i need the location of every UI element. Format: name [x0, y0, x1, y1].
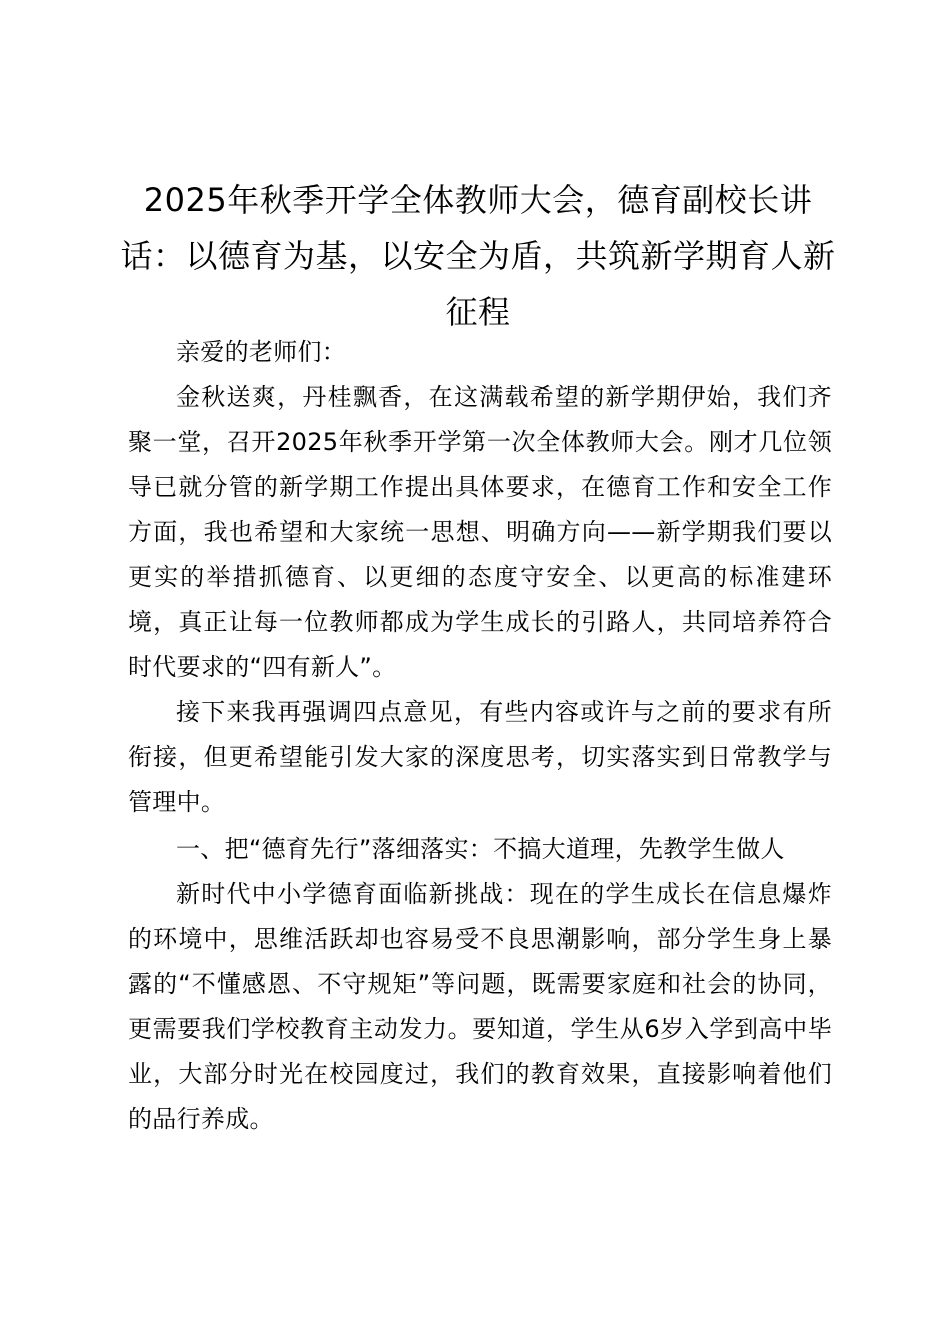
- section-heading-1: 一、把“德育先行”落细落实：不搞大道理，先教学生做人: [176, 835, 785, 863]
- paragraph-outline: 接下来我再强调四点意见，有些内容或许与之前的要求有所衔接，但更希望能引发大家的深度思考，切实落实到日常教学与管理中。: [128, 698, 832, 816]
- paragraph-section-1: 新时代中小学德育面临新挑战：现在的学生成长在信息爆炸的环境中，思维活跃却也容易受不良思潮影响，部分学生身上暴露的“不懂感恩、不守规矩”等问题，既需要家庭和社会的协同，更需要我们学校教育主动发力。要知道，学生从6岁入学到高中毕业，大部分时光在校园度过，我们的教育效果，直接影响着他们的品行养成。: [128, 880, 832, 1133]
- document-body: [128, 330, 832, 1142]
- salutation: 亲爱的老师们：: [176, 338, 347, 366]
- paragraph-intro: 金秋送爽，丹桂飘香，在这满载希望的新学期伊始，我们齐聚一堂，召开2025年秋季开学第一次全体教师大会。刚才几位领导已就分管的新学期工作提出具体要求，在德育工作和安全工作方面，我也希望和大家统一思想、明确方向——新学期我们要以更实的举措抓德育、以更细的态度守安全、以更高的标准建环境，真正让每一位教师都成为学生成长的引路人，共同培养符合时代要求的“四有新人”。: [128, 383, 832, 681]
- document-title: 2025年秋季开学全体教师大会，德育副校长讲话：以德育为基，以安全为盾，共筑新学期育人新征程: [120, 181, 836, 331]
